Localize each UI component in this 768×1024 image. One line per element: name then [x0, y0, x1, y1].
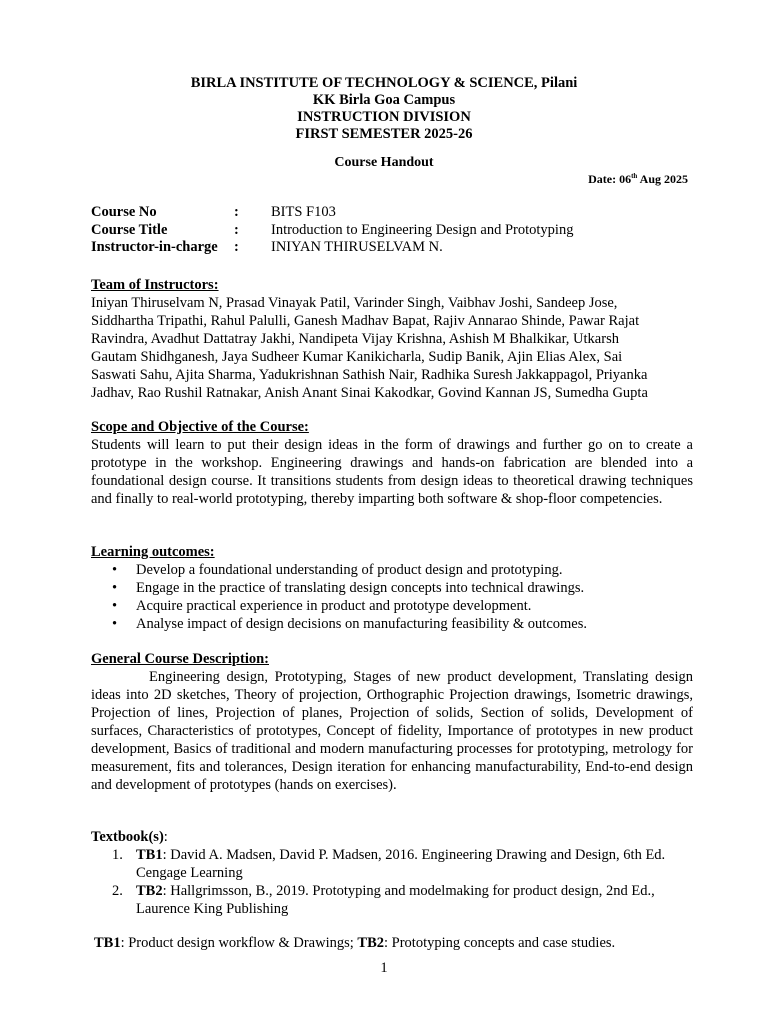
team-line: Iniyan Thiruselvam N, Prasad Vinayak Patil, Varinder Singh, Vaibhav Joshi, Sandeep Jose, — [91, 295, 618, 311]
campus-name: KK Birla Goa Campus — [312, 92, 456, 108]
bullet-icon: • — [112, 616, 118, 632]
scope-text: Students will learn to put their design ideas in the form of drawings and further go on to create a prototype in the workshop. Engineering drawings and hands-on fabrication are blended into a foundational design course. It transitions students from design ideas to theoretical drawing techniques and finally to real-world prototyping, thereby imparting both software & shop-floor competencies. — [91, 437, 693, 507]
team-line: Siddhartha Tripathi, Rahul Palulli, Ganesh Madhav Bapat, Rajiv Annarao Shinde, Pawar Rajat — [91, 313, 640, 329]
textbook-section — [91, 828, 693, 918]
learning-section — [91, 543, 693, 633]
team-line: Gautam Shidhganesh, Jaya Sudheer Kumar Kanikicharla, Sudip Banik, Ajin Elias Alex, Sai — [91, 349, 623, 365]
bullet-icon: • — [112, 562, 118, 578]
textbook-heading: Textbook(s): — [91, 829, 168, 845]
separator: : — [234, 204, 239, 220]
page-number: 1 — [380, 960, 388, 976]
course-info-row — [91, 239, 573, 257]
course-no-label: Course No — [91, 204, 157, 220]
team-line: Jadhav, Rao Rushil Ratnakar, Anish Anant Sinai Kakodkar, Govind Kannan JS, Sumedha Gupta — [91, 385, 648, 401]
institution-name: BIRLA INSTITUTE OF TECHNOLOGY & SCIENCE, Pilani — [190, 75, 578, 91]
list-item: • Analyse impact of design decisions on manufacturing feasibility & outcomes. — [112, 616, 588, 632]
learning-list — [91, 561, 693, 633]
institution-header — [0, 75, 768, 143]
separator: : — [234, 239, 239, 255]
handout-title: Course Handout — [334, 155, 434, 170]
separator: : — [234, 221, 239, 238]
list-item: • Develop a foundational understanding of product design and prototyping. — [112, 562, 563, 578]
course-no-value: BITS F103 — [271, 204, 336, 220]
instructor-label: Instructor-in-charge — [91, 239, 218, 255]
course-info-row — [91, 222, 573, 240]
textbook-title: Textbook(s) — [91, 829, 164, 845]
general-section — [91, 650, 693, 794]
course-info-row — [91, 204, 573, 222]
list-item: • Engage in the practice of translating design concepts into technical drawings. — [112, 580, 585, 596]
team-line: Saswati Sahu, Ajita Sharma, Yadukrishnan Sathish Nair, Radhika Suresh Jakkappagol, Priyanka — [91, 367, 648, 383]
team-title: Team of Instructors: — [91, 277, 219, 293]
textbook-list — [91, 846, 693, 918]
list-item: • Acquire practical experience in product and prototype development. — [112, 598, 532, 614]
bullet-icon: • — [112, 580, 118, 596]
division-name: INSTRUCTION DIVISION — [297, 109, 471, 125]
team-line: Ravindra, Avadhut Dattatray Jakhi, Nandipeta Vijay Krishna, Ashish M Bhalkikar, Utkarsh — [91, 331, 619, 347]
learning-title: Learning outcomes: — [91, 544, 215, 560]
bullet-icon: • — [112, 598, 118, 614]
course-info-table — [91, 204, 573, 257]
course-title-label: Course Title — [91, 221, 168, 238]
list-item: 1. TB1: David A. Madsen, David P. Madsen, 2016. Engineering Drawing and Design, 6th Ed. Cengage Learning — [112, 847, 666, 881]
list-item: 2. TB2: Hallgrimsson, B., 2019. Prototyping and modelmaking for product design, 2nd Ed., Laurence King Publishing — [112, 883, 655, 917]
textbook-note: TB1: Product design workflow & Drawings; TB2: Prototyping concepts and case studies. — [94, 935, 616, 951]
course-title-value: Introduction to Engineering Design and Prototyping — [271, 221, 574, 238]
handout-date: Date: 06th Aug 2025 — [588, 172, 688, 186]
semester-label: FIRST SEMESTER 2025-26 — [295, 126, 473, 142]
general-text: Engineering design, Prototyping, Stages of new product development, Translating design ideas into 2D sketches, Theory of projection, Orthographic Projection drawings, Isometric drawings, Projection of lines, Projection of planes, Projection of solids, Section of solids, Development of surfaces, Characteristics of prototypes, Concept of fidelity, Importance of prototypes in new product development, Basics of traditional and modern manufacturing processes for prototyping, metrology for measurement, fits and tolerances, Design iteration for enhancing manufacturability, End-to-end design and development of prototypes (hands on exercises). — [91, 669, 693, 793]
scope-section — [91, 418, 693, 508]
team-section — [91, 276, 693, 402]
general-title: General Course Description: — [91, 651, 269, 667]
scope-title: Scope and Objective of the Course: — [91, 419, 309, 435]
instructor-value: INIYAN THIRUSELVAM N. — [271, 239, 443, 255]
